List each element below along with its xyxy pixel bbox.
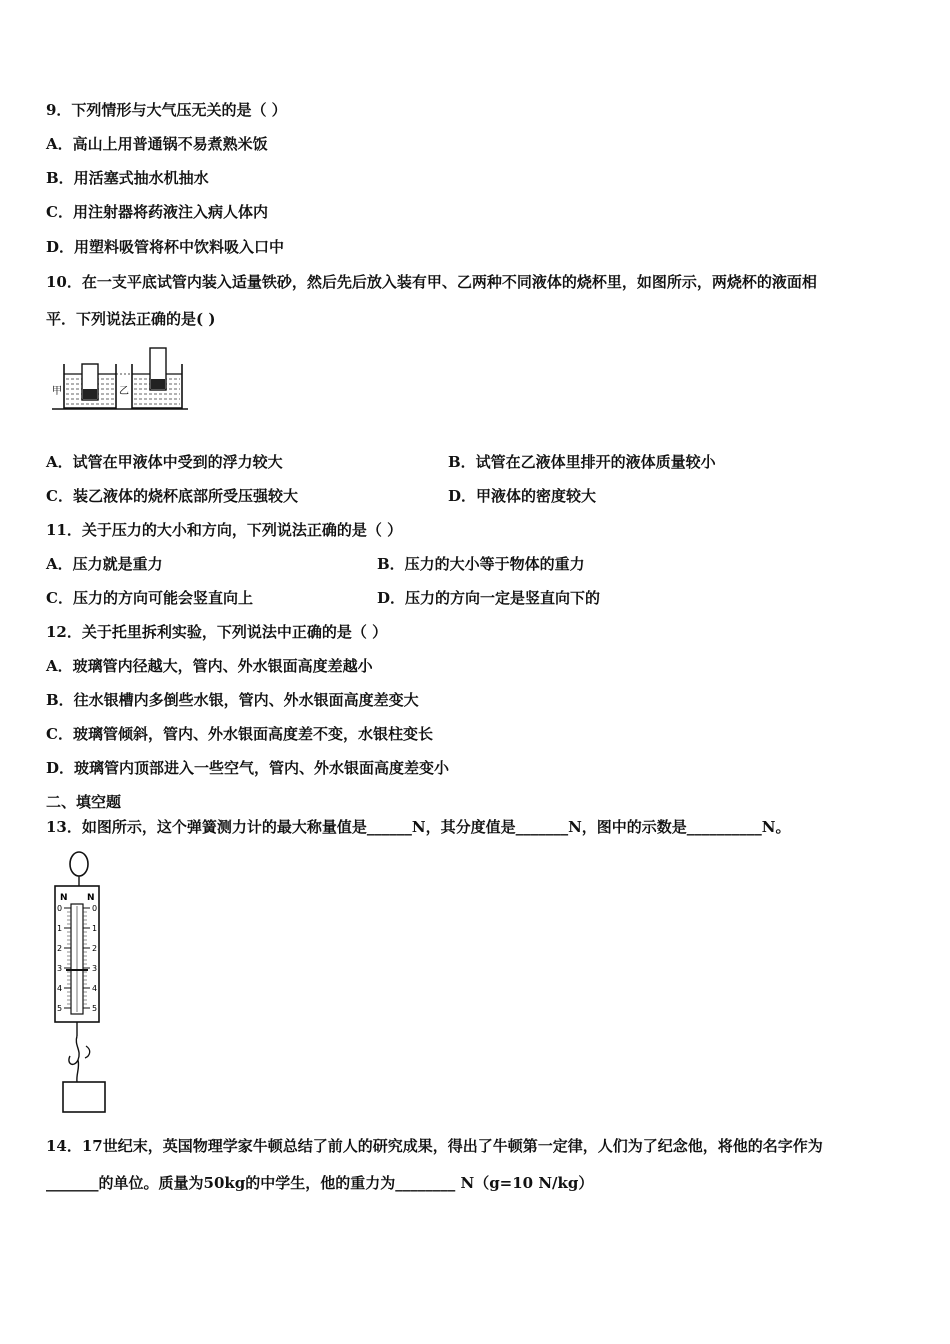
q9-option-b: B．用活塞式抽水机抽水	[46, 169, 209, 187]
q11-option-b: B．压力的大小等于物体的重力	[377, 555, 585, 573]
tick-label-right: 4	[92, 984, 98, 993]
beaker-jia	[64, 364, 116, 408]
tick-label-left: 0	[57, 904, 63, 913]
q10-stem-line2: 平．下列说法正确的是( )	[46, 310, 216, 328]
tick-label-right: 2	[92, 944, 98, 953]
unit-label-right: N	[87, 893, 95, 903]
label-yi: 乙	[119, 386, 129, 397]
section-title: 二、填空题	[46, 793, 122, 811]
q12-option-d: D．玻璃管内顶部进入一些空气，管内、外水银面高度差变小	[46, 759, 450, 777]
tick-label-left: 1	[57, 924, 63, 933]
tick-label-left: 5	[57, 1004, 63, 1013]
beaker-yi	[132, 348, 182, 408]
tick-label-left: 4	[57, 984, 63, 993]
tick-label-right: 0	[92, 904, 98, 913]
q11-option-a: A．压力就是重力	[46, 555, 163, 573]
q12-option-b: B．往水银槽内多倒些水银，管内、外水银面高度差变大	[46, 691, 419, 709]
tick-label-right: 1	[92, 924, 98, 933]
hook-ring	[70, 852, 88, 876]
q10-option-b: B．试管在乙液体里排开的液体质量较小	[448, 453, 716, 471]
beakers-figure	[52, 344, 188, 412]
q10-option-d: D．甲液体的密度较大	[448, 487, 597, 505]
q11-stem: 11．关于压力的大小和方向，下列说法正确的是（ ）	[46, 521, 403, 539]
q11-option-d: D．压力的方向一定是竖直向下的	[377, 589, 601, 607]
q9-stem: 9．下列情形与大气压无关的是（ ）	[46, 101, 287, 119]
q10-option-c: C．装乙液体的烧杯底部所受压强较大	[46, 487, 298, 505]
q13-stem: 13．如图所示，这个弹簧测力计的最大称量值是______N，其分度值是_______N，图中的示数是__________N。	[46, 818, 791, 836]
tick-label-right: 3	[92, 964, 98, 973]
q12-option-c: C．玻璃管倾斜，管内、外水银面高度差不变，水银柱变长	[46, 725, 433, 743]
q14-line1: 14．17世纪末，英国物理学家牛顿总结了前人的研究成果，得出了牛顿第一定律，人们为了纪念他，将他的名字作为	[46, 1137, 823, 1155]
q9-option-d: D．用塑料吸管将杯中饮料吸入口中	[46, 238, 285, 256]
q10-option-a: A．试管在甲液体中受到的浮力较大	[46, 453, 283, 471]
label-jia: 甲	[52, 386, 62, 397]
q9-option-a: A．高山上用普通锅不易煮熟米饭	[46, 135, 268, 153]
hanging-weight	[63, 1082, 105, 1112]
q11-option-c: C．压力的方向可能会竖直向上	[46, 589, 253, 607]
lower-hook	[69, 1036, 79, 1082]
q14-line2: _______的单位。质量为50kg的中学生，他的重力为________ N（g=10 N/kg）	[46, 1174, 594, 1192]
tick-label-right: 5	[92, 1004, 98, 1013]
unit-label-left: N	[60, 893, 68, 903]
tick-label-left: 3	[57, 964, 63, 973]
q12-option-a: A．玻璃管内径越大，管内、外水银面高度差越小	[46, 657, 373, 675]
q10-stem-line1: 10．在一支平底试管内装入适量铁砂，然后先后放入装有甲、乙两种不同液体的烧杯里，如图所示，两烧杯的液面相	[46, 273, 817, 291]
spring-scale-figure	[52, 850, 108, 1116]
tick-label-left: 2	[57, 944, 63, 953]
q9-option-c: C．用注射器将药液注入病人体内	[46, 203, 268, 221]
q12-stem: 12．关于托里拆利实验，下列说法中正确的是（ ）	[46, 623, 388, 641]
